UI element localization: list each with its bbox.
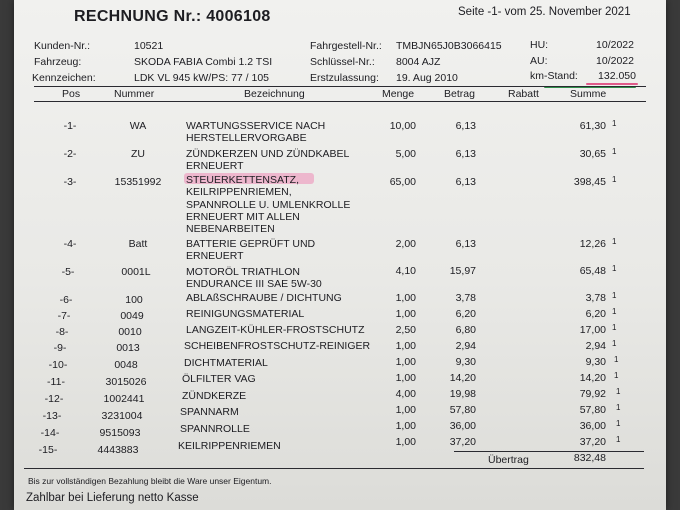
row-5-betrag: 15,97: [449, 265, 476, 277]
eigentumsvorbehalt-text: Bis zur vollständigen Bezahlung bleibt die Ware unser Eigentum.: [28, 476, 272, 486]
row-15-menge: 1,00: [395, 436, 416, 448]
row-5-nummer: 0001L: [121, 266, 151, 278]
row-11-tax-code: 1: [614, 371, 619, 380]
row-2-summe: 30,65: [579, 148, 606, 160]
row-2-nummer: ZU: [131, 148, 145, 160]
col-summe-header: Summe: [570, 88, 607, 100]
table-bottom-rule: [24, 468, 644, 469]
row-10-bezeichnung: DICHTMATERIAL: [184, 357, 268, 369]
row-1-tax-code: 1: [612, 119, 617, 128]
row-13-tax-code: 1: [616, 403, 621, 412]
row-4-betrag: 6,13: [455, 238, 476, 250]
row-8-tax-code: 1: [612, 323, 617, 332]
au-value: 10/2022: [596, 55, 634, 67]
row-13-menge: 1,00: [395, 404, 416, 416]
row-4-menge: 2,00: [395, 238, 416, 250]
row-8-bezeichnung: LANGZEIT-KÜHLER-FROSTSCHUTZ: [186, 324, 365, 336]
row-13-betrag: 57,80: [449, 404, 476, 416]
row-6-pos: -6-: [59, 294, 73, 306]
row-1-menge: 10,00: [389, 120, 416, 132]
row-11-nummer: 3015026: [105, 376, 147, 388]
row-11-betrag: 14,20: [449, 372, 476, 384]
uebertrag-label: Übertrag: [488, 454, 529, 466]
erstzulassung-label: Erstzulassung:: [310, 72, 379, 84]
row-10-summe: 9,30: [585, 356, 606, 368]
row-11-menge: 1,00: [395, 372, 416, 384]
row-10-menge: 1,00: [395, 356, 416, 368]
hu-value: 10/2022: [596, 39, 634, 51]
header-bottom-rule: [34, 101, 646, 102]
row-10-nummer: 0048: [114, 359, 138, 371]
row-14-summe: 36,00: [579, 420, 606, 432]
kennzeichen-label: Kennzeichen:: [32, 72, 96, 84]
row-15-pos: -15-: [38, 444, 58, 456]
row-3-bezeichnung: STEUERKETTENSATZ, KEILRIPPENRIEMEN, SPANNROLLE U. UMLENKROLLE ERNEUERT MIT ALLEN NEBENARBEITEN: [186, 174, 351, 236]
col-betrag-header: Betrag: [444, 88, 475, 100]
row-12-bezeichnung: ZÜNDKERZE: [182, 390, 247, 402]
row-9-pos: -9-: [53, 342, 67, 354]
row-7-betrag: 6,20: [455, 308, 476, 320]
row-1-betrag: 6,13: [455, 120, 476, 132]
row-7-menge: 1,00: [395, 308, 416, 320]
row-1-pos: -1-: [63, 120, 77, 132]
row-4-summe: 12,26: [579, 238, 606, 250]
row-9-summe: 2,94: [585, 340, 606, 352]
row-12-nummer: 1002441: [103, 393, 145, 405]
row-13-summe: 57,80: [579, 404, 606, 416]
fahrzeug-label: Fahrzeug:: [34, 56, 82, 68]
row-5-bezeichnung: MOTORÖL TRIATHLON ENDURANCE III SAE 5W-30: [186, 266, 322, 291]
row-5-pos: -5-: [61, 266, 75, 278]
fahrgestell-label: Fahrgestell-Nr.:: [310, 40, 382, 52]
km-highlight-underline: [586, 83, 638, 85]
row-3-betrag: 6,13: [455, 176, 476, 188]
au-label: AU:: [530, 55, 548, 67]
row-9-betrag: 2,94: [455, 340, 476, 352]
row-1-summe: 61,30: [579, 120, 606, 132]
row-10-tax-code: 1: [614, 355, 619, 364]
row-5-menge: 4,10: [395, 265, 416, 277]
kennzeichen-value: LDK VL 945 kW/PS: 77 / 105: [134, 72, 270, 84]
row-10-betrag: 9,30: [455, 356, 476, 368]
row-5-summe: 65,48: [579, 265, 606, 277]
row-6-summe: 3,78: [585, 292, 606, 304]
zahlbar-text: Zahlbar bei Lieferung netto Kasse: [26, 492, 199, 504]
row-14-tax-code: 1: [616, 419, 621, 428]
row-7-tax-code: 1: [612, 307, 617, 316]
row-7-nummer: 0049: [120, 310, 144, 322]
row-7-summe: 6,20: [585, 308, 606, 320]
row-8-betrag: 6,80: [455, 324, 476, 336]
row-1-nummer: WA: [129, 120, 147, 132]
row-12-summe: 79,92: [579, 388, 606, 400]
invoice-paper: [14, 0, 666, 510]
row-13-pos: -13-: [42, 410, 62, 422]
row-13-bezeichnung: SPANNARM: [180, 406, 239, 418]
page-info: Seite -1- vom 25. November 2021: [458, 6, 631, 18]
row-1-bezeichnung: WARTUNGSSERVICE NACH HERSTELLERVORGABE: [186, 120, 326, 145]
col-rabatt-header: Rabatt: [508, 88, 539, 100]
row-14-nummer: 9515093: [99, 427, 141, 439]
row-6-nummer: 100: [125, 294, 143, 306]
row-8-nummer: 0010: [118, 326, 142, 338]
row-9-tax-code: 1: [612, 339, 617, 348]
row-11-summe: 14,20: [579, 372, 606, 384]
row-4-tax-code: 1: [612, 237, 617, 246]
row-6-bezeichnung: ABLAßSCHRAUBE / DICHTUNG: [186, 292, 342, 304]
uebertrag-value: 832,48: [573, 452, 606, 464]
fahrzeug-value: SKODA FABIA Combi 1.2 TSI: [134, 56, 273, 68]
row-2-betrag: 6,13: [455, 148, 476, 160]
col-pos-header: Pos: [62, 88, 81, 100]
row-6-tax-code: 1: [612, 291, 617, 300]
row-4-bezeichnung: BATTERIE GEPRÜFT UND ERNEUERT: [186, 238, 316, 263]
row-14-betrag: 36,00: [449, 420, 476, 432]
schluessel-value: 8004 AJZ: [396, 56, 441, 68]
row-3-pos: -3-: [63, 176, 77, 188]
col-bezeichnung-header: Bezeichnung: [244, 88, 305, 100]
row-3-summe: 398,45: [573, 176, 606, 188]
row-2-pos: -2-: [63, 148, 77, 160]
row-10-pos: -10-: [48, 359, 68, 371]
row-11-bezeichnung: ÖLFILTER VAG: [182, 373, 256, 385]
hu-label: HU:: [530, 39, 549, 51]
row-13-nummer: 3231004: [101, 410, 143, 422]
kunden-nr-value: 10521: [134, 40, 164, 52]
row-15-betrag: 37,20: [449, 436, 476, 448]
row-7-bezeichnung: REINIGUNGSMATERIAL: [186, 308, 305, 320]
km-stand-label: km-Stand:: [530, 70, 578, 82]
row-2-menge: 5,00: [395, 148, 416, 160]
row-8-pos: -8-: [55, 326, 69, 338]
row-15-tax-code: 1: [616, 435, 621, 444]
row-9-nummer: 0013: [116, 342, 140, 354]
row-15-summe: 37,20: [579, 436, 606, 448]
invoice-title: RECHNUNG Nr.: 4006108: [74, 8, 271, 25]
col-nummer-header: Nummer: [114, 88, 155, 100]
row-3-tax-code: 1: [612, 175, 617, 184]
row-14-pos: -14-: [40, 427, 60, 439]
kunden-nr-label: Kunden-Nr.:: [34, 40, 91, 52]
row-6-betrag: 3,78: [455, 292, 476, 304]
row-2-tax-code: 1: [612, 147, 617, 156]
row-12-pos: -12-: [44, 393, 64, 405]
uebertrag-top-rule: [454, 451, 644, 452]
row-3-menge: 65,00: [389, 176, 416, 188]
erstzulassung-value: 19. Aug 2010: [396, 72, 458, 84]
row-8-menge: 2,50: [395, 324, 416, 336]
row-12-tax-code: 1: [616, 387, 621, 396]
row-5-tax-code: 1: [612, 264, 617, 273]
row-7-pos: -7-: [57, 310, 71, 322]
row-11-pos: -11-: [47, 376, 65, 388]
row-12-betrag: 19,98: [449, 388, 476, 400]
row-6-menge: 1,00: [395, 292, 416, 304]
km-stand-value: 132.050: [598, 70, 636, 82]
row-8-summe: 17,00: [579, 324, 606, 336]
row-2-bezeichnung: ZÜNDKERZEN UND ZÜNDKABEL ERNEUERT: [186, 148, 350, 173]
row-14-menge: 1,00: [395, 420, 416, 432]
row-4-nummer: Batt: [128, 238, 148, 250]
row-15-bezeichnung: KEILRIPPENRIEMEN: [178, 440, 281, 452]
row-9-bezeichnung: SCHEIBENFROSTSCHUTZ-REINIGER: [184, 340, 371, 352]
row-9-menge: 1,00: [395, 340, 416, 352]
row-14-bezeichnung: SPANNROLLE: [180, 423, 250, 435]
row-3-nummer: 15351992: [114, 176, 162, 188]
schluessel-label: Schlüssel-Nr.:: [310, 56, 375, 68]
row-12-menge: 4,00: [395, 388, 416, 400]
row-4-pos: -4-: [63, 238, 77, 250]
header-top-rule: [34, 86, 646, 87]
col-menge-header: Menge: [382, 88, 415, 100]
row-15-nummer: 4443883: [97, 444, 139, 456]
fahrgestell-value: TMBJN65J0B3066415: [396, 40, 502, 52]
